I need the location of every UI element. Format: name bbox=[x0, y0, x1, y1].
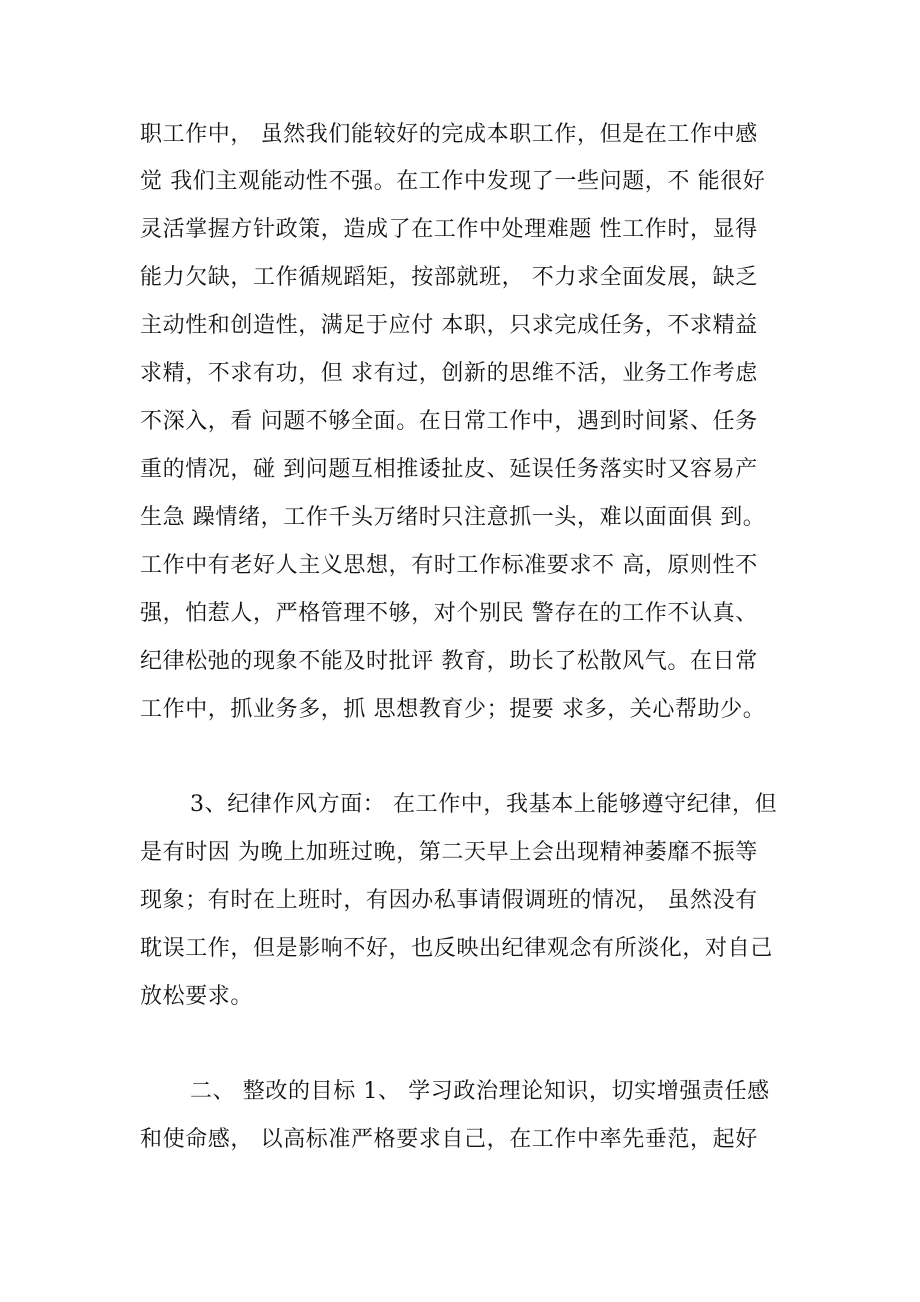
text-line: 纪律松弛的现象不能及时批评 教育，助长了松散风气。在日常 bbox=[140, 649, 758, 674]
text-line: 不深入，看 问题不够全面。在日常工作中，遇到时间紧、任务 bbox=[140, 409, 758, 434]
text-line: 主动性和创造性，满足于应付 本职，只求完成任务，不求精益 bbox=[140, 313, 758, 338]
text-line: 是有时因 为晚上加班过晚，第二天早上会出现精神萎靡不振等 bbox=[140, 840, 758, 865]
text-line: 放松要求。 bbox=[140, 984, 254, 1009]
text-line: 职工作中， 虽然我们能较好的完成本职工作，但是在工作中感 bbox=[140, 122, 758, 147]
text-line: 觉 我们主观能动性不强。在工作中发现了一些问题，不 能很好 bbox=[140, 169, 766, 194]
text-line: 灵活掌握方针政策，造成了在工作中处理难题 性工作时，显得 bbox=[140, 217, 758, 242]
text-line: 3、纪律作风方面： 在工作中，我基本上能够遵守纪律，但 bbox=[190, 792, 778, 817]
text-line: 耽误工作，但是影响不好，也反映出纪律观念有所淡化，对自己 bbox=[140, 936, 773, 961]
text-line: 和使命感， 以高标准严格要求自己，在工作中率先垂范，起好 bbox=[140, 1127, 758, 1152]
text-line: 重的情况，碰 到问题互相推诿扯皮、延误任务落实时又容易产 bbox=[140, 457, 758, 482]
text-line: 强，怕惹人，严格管理不够，对个别民 警存在的工作不认真、 bbox=[140, 601, 758, 626]
text-line: 二、 整改的目标 1、 学习政治理论知识，切实增强责任感 bbox=[190, 1079, 770, 1104]
text-line: 工作中有老好人主义思想，有时工作标准要求不 高，原则性不 bbox=[140, 553, 758, 578]
text-line: 现象；有时在上班时，有因办私事请假调班的情况， 虽然没有 bbox=[140, 888, 758, 913]
text-line: 能力欠缺，工作循规蹈矩，按部就班， 不力求全面发展，缺乏 bbox=[140, 265, 758, 290]
text-line: 生急 躁情绪，工作千头万绪时只注意抓一头，难以面面俱 到。 bbox=[140, 505, 766, 530]
text-line: 求精，不求有功，但 求有过，创新的思维不活，业务工作考虑 bbox=[140, 361, 758, 386]
text-line: 工作中，抓业务多，抓 思想教育少；提要 求多，关心帮助少。 bbox=[140, 697, 766, 722]
